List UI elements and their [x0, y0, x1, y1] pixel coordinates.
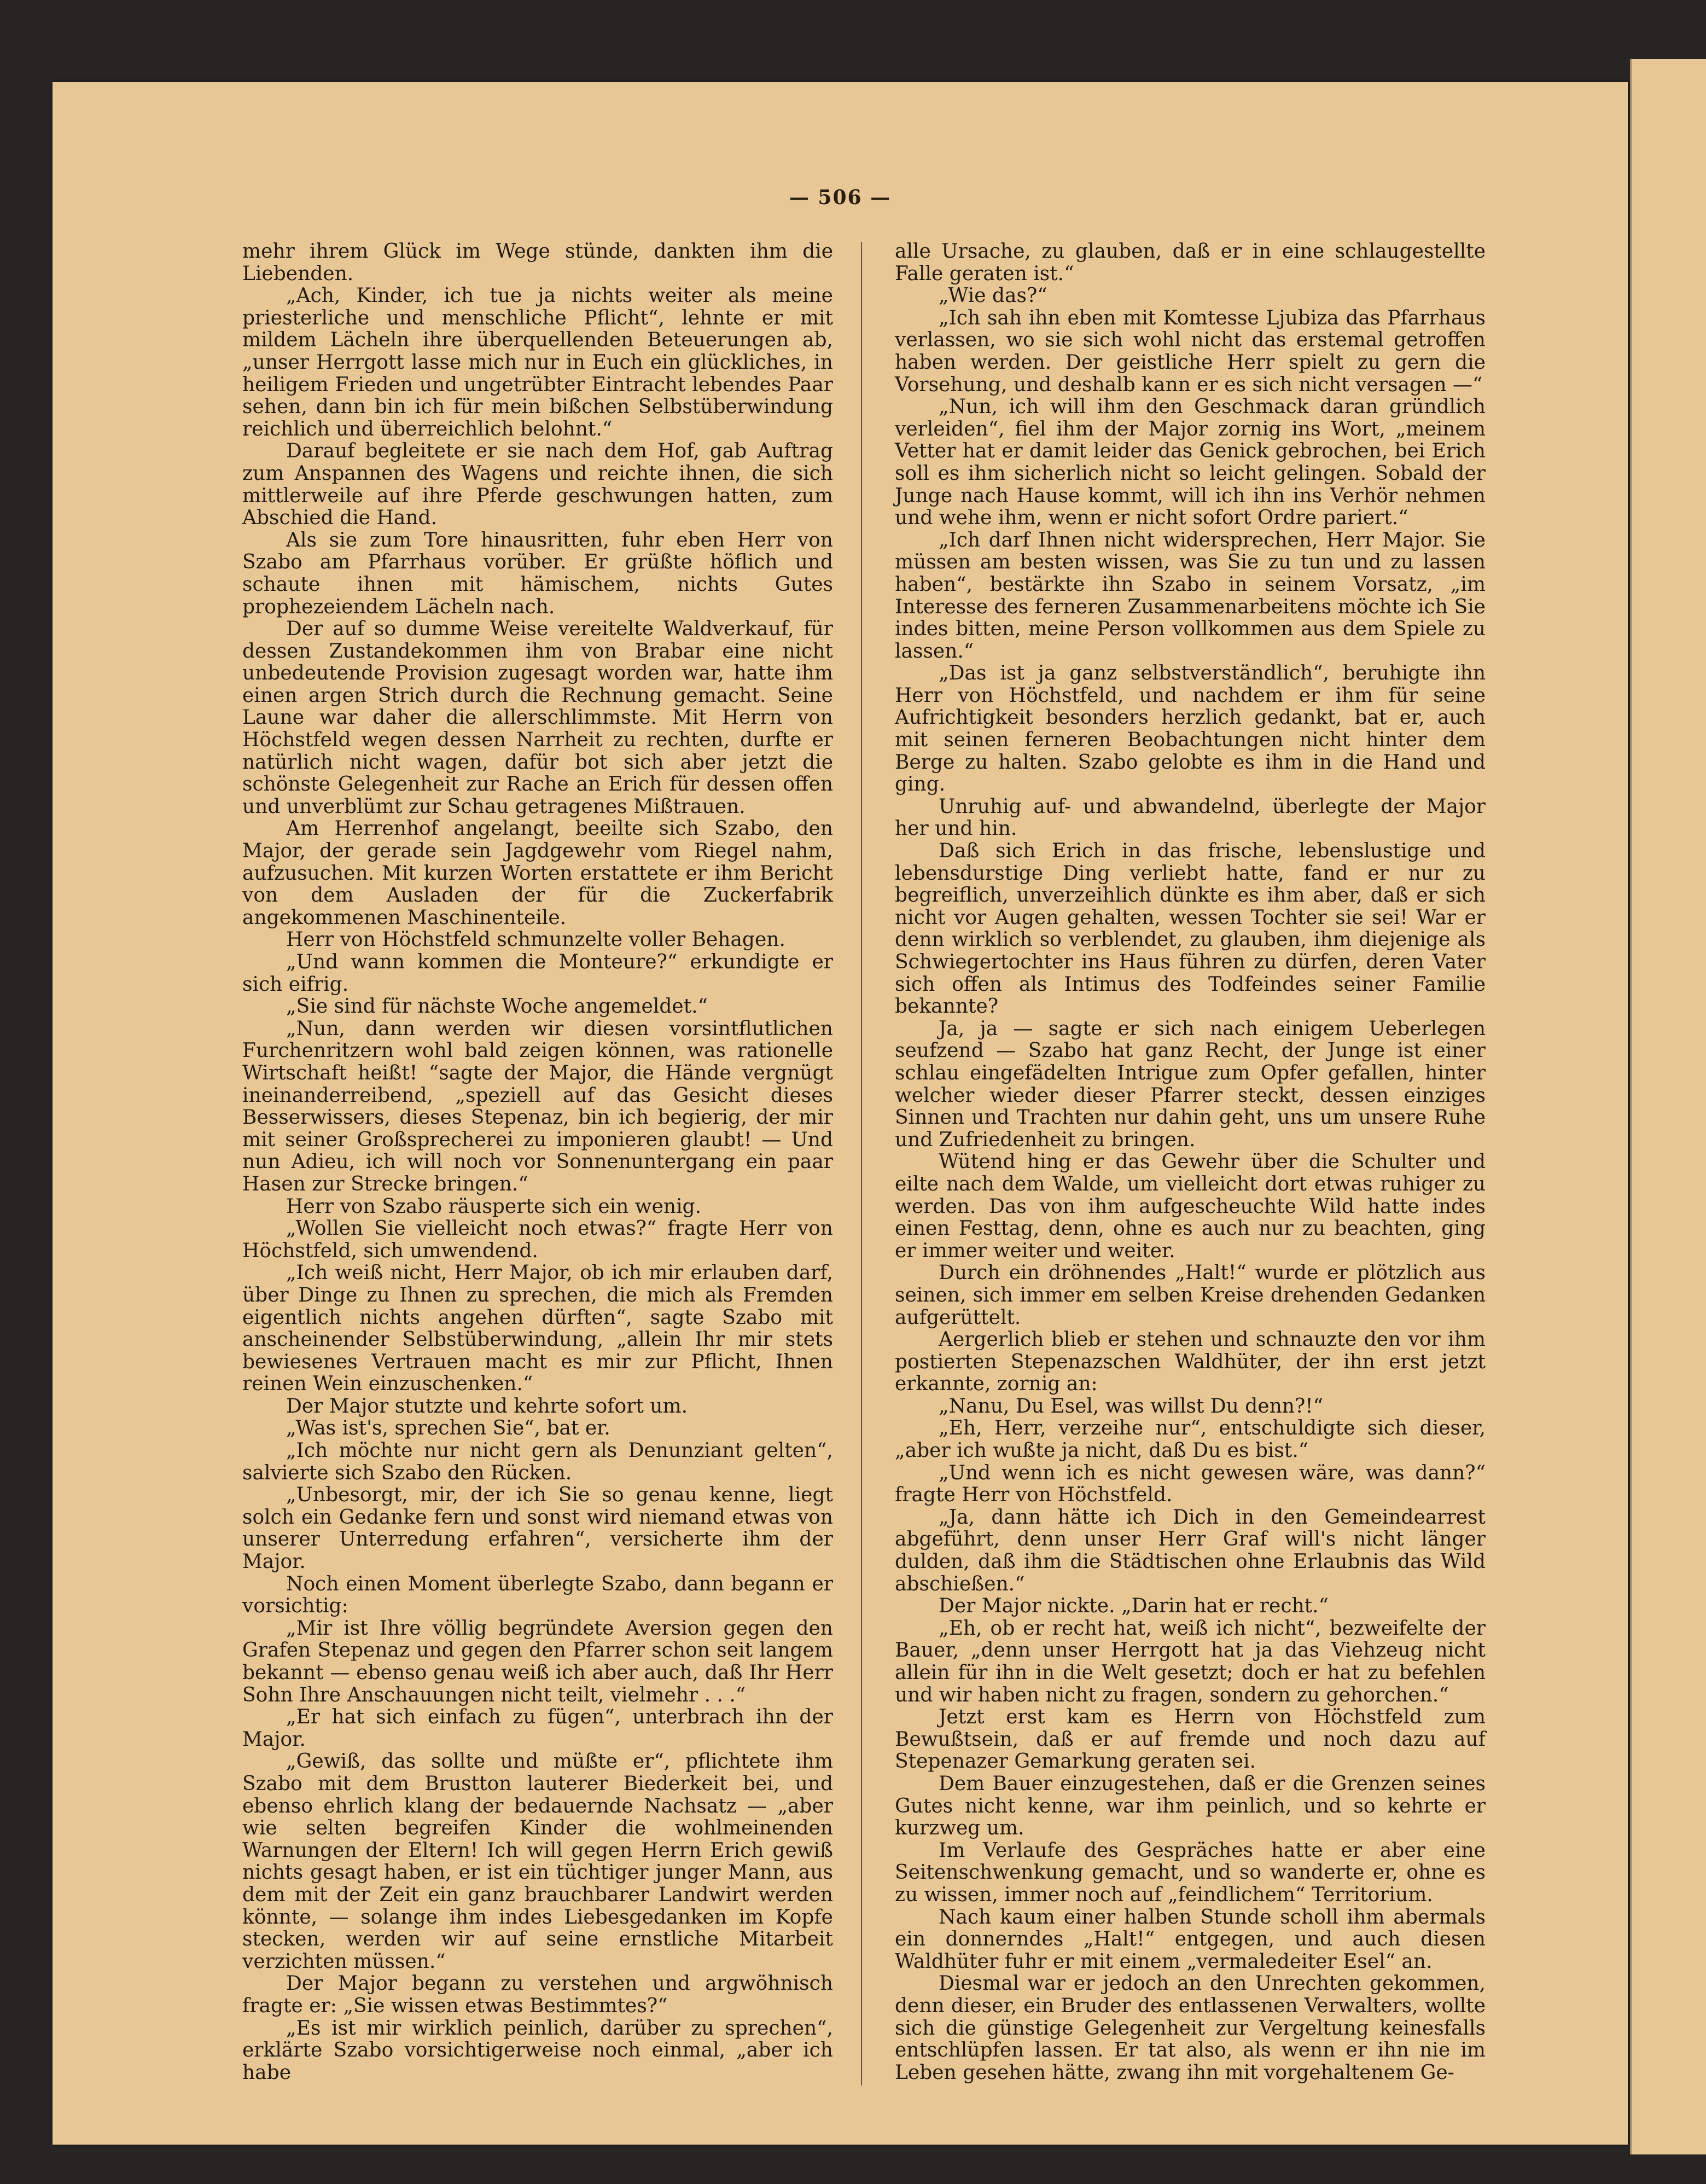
paragraph: „Was ist's, sprechen Sie“, bat er.	[286, 1417, 610, 1440]
paragraph: „Ach, Kinder, ich tue ja nichts weiter als meine priesterliche und menschliche Pflicht“, lehnte er mit mildem Lächeln ihre überquellenden Beteuerungen ab, „unser Herrgott lasse mich nur in Euch ein glückliches, in heiligem Frieden und ungetrübter Eintracht lebendes Paar sehen, dann bin ich für mein bißchen Selbstüberwindung reichlich und überreichlich belohnt.“	[242, 284, 833, 440]
paragraph: „Ich weiß nicht, Herr Major, ob ich mir erlauben darf, über Dinge zu Ihnen zu sprechen, die mich als Fremden eigentlich nichts angehen dürften“, sagte Szabo mit anscheinender Selbstüberwindung, „allein Ihr mir stets bewiesenes Vertrauen macht es mir zur Pflicht, Ihnen reinen Wein einzuschenken.“	[242, 1262, 833, 1396]
paragraph: Noch einen Moment überlegte Szabo, dann begann er vorsichtig:	[242, 1572, 833, 1618]
paragraph: „Ich sah ihn eben mit Komtesse Ljubiza das Pfarrhaus verlassen, wo sie sich wohl nicht das erstemal getroffen haben werden. Der geistliche Herr spielt zu gern die Vorsehung, und deshalb kann er es sich nicht versagen —“	[895, 306, 1486, 396]
paragraph: „Ich darf Ihnen nicht widersprechen, Herr Major. Sie müssen am besten wissen, was Sie zu tun und zu lassen haben“, bestärkte ihn Szabo in seinem Vorsatz, „im Interesse des ferneren Zusammenarbeitens möchte ich Sie indes bitten, meine Person vollkommen aus dem Spiele zu lassen.“	[895, 528, 1486, 663]
paragraph: Herr von Höchstfeld schmunzelte voller Behagen.	[286, 928, 785, 951]
paragraph: „Wollen Sie vielleicht noch etwas?“ fragte Herr von Höchstfeld, sich umwendend.	[242, 1217, 833, 1262]
paragraph: Aergerlich blieb er stehen und schnauzte den vor ihm postierten Stepenazschen Waldhüter, der ihn erst jetzt erkannte, zornig an:	[895, 1328, 1486, 1396]
paragraph: „Eh, ob er recht hat, weiß ich nicht“, bezweifelte der Bauer, „denn unser Herrgott hat ja das Viehzeug nicht allein für ihn in die Welt gesetzt; doch er hat zu befehlen und wir haben nicht zu fragen, sondern zu gehorchen.“	[895, 1617, 1486, 1706]
paragraph: Dem Bauer einzugestehen, daß er die Grenzen seines Gutes nicht kenne, war ihm peinlich, und so kehrte er kurzweg um.	[895, 1772, 1486, 1840]
paragraph: Daß sich Erich in das frische, lebenslustige und lebensdurstige Ding verliebt hatte, fand er nur zu begreiflich, unverzeihlich dünkte es ihm aber, daß er sich nicht vor Augen gehalten, wessen Tochter sie sei! War er denn wirklich so verblendet, zu glauben, ihm diejenige als Schwiegertochter ins Haus führen zu dürfen, deren Vater sich offen als Intimus des Todfeindes seiner Familie bekannte?	[895, 840, 1486, 1018]
paragraph: Der Major begann zu verstehen und argwöhnisch fragte er: „Sie wissen etwas Bestimmtes?“	[242, 1972, 833, 2017]
paragraph: „Und wann kommen die Monteure?“ erkundigte er sich eifrig.	[242, 951, 833, 996]
right-column	[895, 241, 1486, 2084]
paragraph: „Mir ist Ihre völlig begründete Aversion gegen den Grafen Stepenaz und gegen den Pfarrer schon seit langem bekannt — ebenso genau weiß ich aber auch, daß Ihr Herr Sohn Ihre Anschauungen nicht teilt, vielmehr . . .“	[242, 1617, 833, 1706]
paragraph: „Unbesorgt, mir, der ich Sie so genau kenne, liegt solch ein Gedanke fern und sonst wird niemand etwas von unserer Unterredung erfahren“, versicherte ihm der Major.	[242, 1484, 833, 1573]
paragraph: „Ja, dann hätte ich Dich in den Gemeindearrest abgeführt, denn unser Herr Graf will's nicht länger dulden, daß ihm die Städtischen ohne Erlaubnis das Wild abschießen.“	[895, 1506, 1486, 1595]
paragraph: Darauf begleitete er sie nach dem Hof, gab Auftrag zum Anspannen des Wagens und reichte ihnen, die sich mittlerweile auf ihre Pferde geschwungen hatten, zum Abschied die Hand.	[242, 440, 833, 530]
paragraph: alle Ursache, zu glauben, daß er in eine schlaugestellte Falle geraten ist.“	[895, 240, 1486, 285]
column-divider	[861, 242, 862, 2086]
paragraph: „Nanu, Du Esel, was willst Du denn?!“	[939, 1395, 1324, 1418]
paragraph: Nach kaum einer halben Stunde scholl ihm abermals ein donnerndes „Halt!“ entgegen, und auch diesen Waldhüter fuhr er mit einem „vermaledeiter Esel“ an.	[895, 1906, 1486, 1973]
paragraph: Im Verlaufe des Gespräches hatte er aber eine Seitenschwenkung gemacht, und so wanderte er, ohne es zu wissen, immer noch auf „feindlichem“ Territorium.	[895, 1839, 1486, 1906]
paragraph: „Gewiß, das sollte und müßte er“, pflichtete ihm Szabo mit dem Brustton lauterer Biederkeit bei, und ebenso ehrlich klang der bedauernde Nachsatz — „aber wie selten begreifen Kinder die wohlmeinenden Warnungen der Eltern! Ich will gegen Herrn Erich gewiß nichts gesagt haben, er ist ein tüchtiger junger Mann, aus dem mit der Zeit ein ganz brauchbarer Landwirt werden könnte, — solange ihm indes Liebesgedanken im Kopfe stecken, werden wir auf seine ernstliche Mitarbeit verzichten müssen.“	[242, 1750, 833, 1973]
paragraph: „Nun, ich will ihm den Geschmack daran gründlich verleiden“, fiel ihm der Major zornig ins Wort, „meinem Vetter hat er damit leider das Genick gebrochen, bei Erich soll es ihm sicherlich nicht so leicht gelingen. Sobald der Junge nach Hause kommt, will ich ihn ins Verhör nehmen und wehe ihm, wenn er nicht sofort Ordre pariert.“	[895, 396, 1486, 530]
paragraph: Jetzt erst kam es Herrn von Höchstfeld zum Bewußtsein, daß er auf fremde und noch dazu auf Stepenazer Gemarkung geraten sei.	[895, 1706, 1486, 1773]
paragraph: Als sie zum Tore hinausritten, fuhr eben Herr von Szabo am Pfarrhaus vorüber. Er grüßte höflich und schaute ihnen mit hämischem, nichts Gutes prophezeiendem Lächeln nach.	[242, 528, 833, 618]
paragraph: „Er hat sich einfach zu fügen“, unterbrach ihn der Major.	[242, 1706, 833, 1751]
paragraph: „Nun, dann werden wir diesen vorsintflutlichen Furchenritzern wohl bald zeigen können, was rationelle Wirtschaft heißt! “sagte der Major, die Hände vergnügt ineinanderreibend, „speziell auf das Gesicht dieses Besserwissers, dieses Stepenaz, bin ich begierig, der mir mit seiner Großsprecherei zu imponieren glaubt! — Und nun Adieu, ich will noch vor Sonnenuntergang ein paar Hasen zur Strecke bringen.“	[242, 1017, 833, 1195]
paragraph: Wütend hing er das Gewehr über die Schulter und eilte nach dem Walde, um vielleicht dort etwas ruhiger zu werden. Das von ihm aufgescheuchte Wild hatte indes einen Festtag, denn, ohne es auch nur zu beachten, ging er immer weiter und weiter.	[895, 1151, 1486, 1262]
paragraph: „Ich möchte nur nicht gern als Denunziant gelten“, salvierte sich Szabo den Rücken.	[242, 1439, 833, 1484]
paragraph: mehr ihrem Glück im Wege stünde, dankten ihm die Liebenden.	[242, 240, 833, 285]
paragraph: „Eh, Herr, verzeihe nur“, entschuldigte sich dieser, „aber ich wußte ja nicht, daß Du es bist.“	[895, 1417, 1486, 1462]
paragraph: „Und wenn ich es nicht gewesen wäre, was dann?“ fragte Herr von Höchstfeld.	[895, 1461, 1486, 1507]
page-number: — 506 —	[789, 186, 892, 209]
left-column	[242, 241, 833, 2084]
paragraph: Ja, ja — sagte er sich nach einigem Ueberlegen seufzend — Szabo hat ganz Recht, der Junge ist einer schlau eingefädelten Intrigue zum Opfer gefallen, hinter welcher wieder dieser Pfarrer steckt, dessen einziges Sinnen und Trachten nur dahin geht, uns um unsere Ruhe und Zufriedenheit zu bringen.	[895, 1017, 1486, 1151]
paragraph: „Wie das?“	[939, 284, 1047, 307]
paragraph: Der auf so dumme Weise vereitelte Waldverkauf, für dessen Zustandekommen ihm von Brabar eine nicht unbedeutende Provision zugesagt worden war, hatte ihm einen argen Strich durch die Rechnung gemacht. Seine Laune war daher die allerschlimmste. Mit Herrn von Höchstfeld wegen dessen Narrheit zu rechten, durfte er natürlich nicht wagen, dafür bot sich aber jetzt die schönste Gelegenheit zur Rache an Erich für dessen offen und unverblümt zur Schau getragenes Mißtrauen.	[242, 618, 833, 818]
paragraph: Diesmal war er jedoch an den Unrechten gekommen, denn dieser, ein Bruder des entlassenen Verwalters, wollte sich die günstige Gelegenheit zur Vergeltung keinesfalls entschlüpfen lassen. Er tat also, als wenn er ihn nie im Leben gesehen hätte, zwang ihn mit vorgehaltenem Ge-	[895, 1972, 1486, 2084]
paragraph: Der Major nickte. „Darin hat er recht.“	[939, 1595, 1329, 1618]
paragraph: Am Herrenhof angelangt, beeilte sich Szabo, den Major, der gerade sein Jagdgewehr vom Riegel nahm, aufzusuchen. Mit kurzen Worten erstattete er ihm Bericht von dem Ausladen der für die Zuckerfabrik angekommenen Maschinenteile.	[242, 817, 833, 929]
paragraph: Herr von Szabo räusperte sich ein wenig.	[286, 1195, 702, 1218]
paragraph: „Sie sind für nächste Woche angemeldet.“	[286, 995, 708, 1018]
newspaper-page	[53, 82, 1628, 2145]
paragraph: Der Major stutzte und kehrte sofort um.	[286, 1395, 688, 1418]
adjacent-page-edge	[1630, 59, 1706, 2154]
paragraph: „Das ist ja ganz selbstverständlich“, beruhigte ihn Herr von Höchstfeld, und nachdem er ihm für seine Aufrichtigkeit besonders herzlich gedankt, bat er, auch mit seinen ferneren Beobachtungen nicht hinter dem Berge zu halten. Szabo gelobte es ihm in die Hand und ging.	[895, 662, 1486, 796]
paragraph: Unruhig auf- und abwandelnd, überlegte der Major her und hin.	[895, 795, 1486, 840]
paragraph: Durch ein dröhnendes „Halt!“ wurde er plötzlich aus seinen, sich immer em selben Kreise drehenden Gedanken aufgerüttelt.	[895, 1262, 1486, 1329]
paragraph: „Es ist mir wirklich peinlich, darüber zu sprechen“, erklärte Szabo vorsichtigerweise noch einmal, „aber ich habe	[242, 2017, 833, 2084]
